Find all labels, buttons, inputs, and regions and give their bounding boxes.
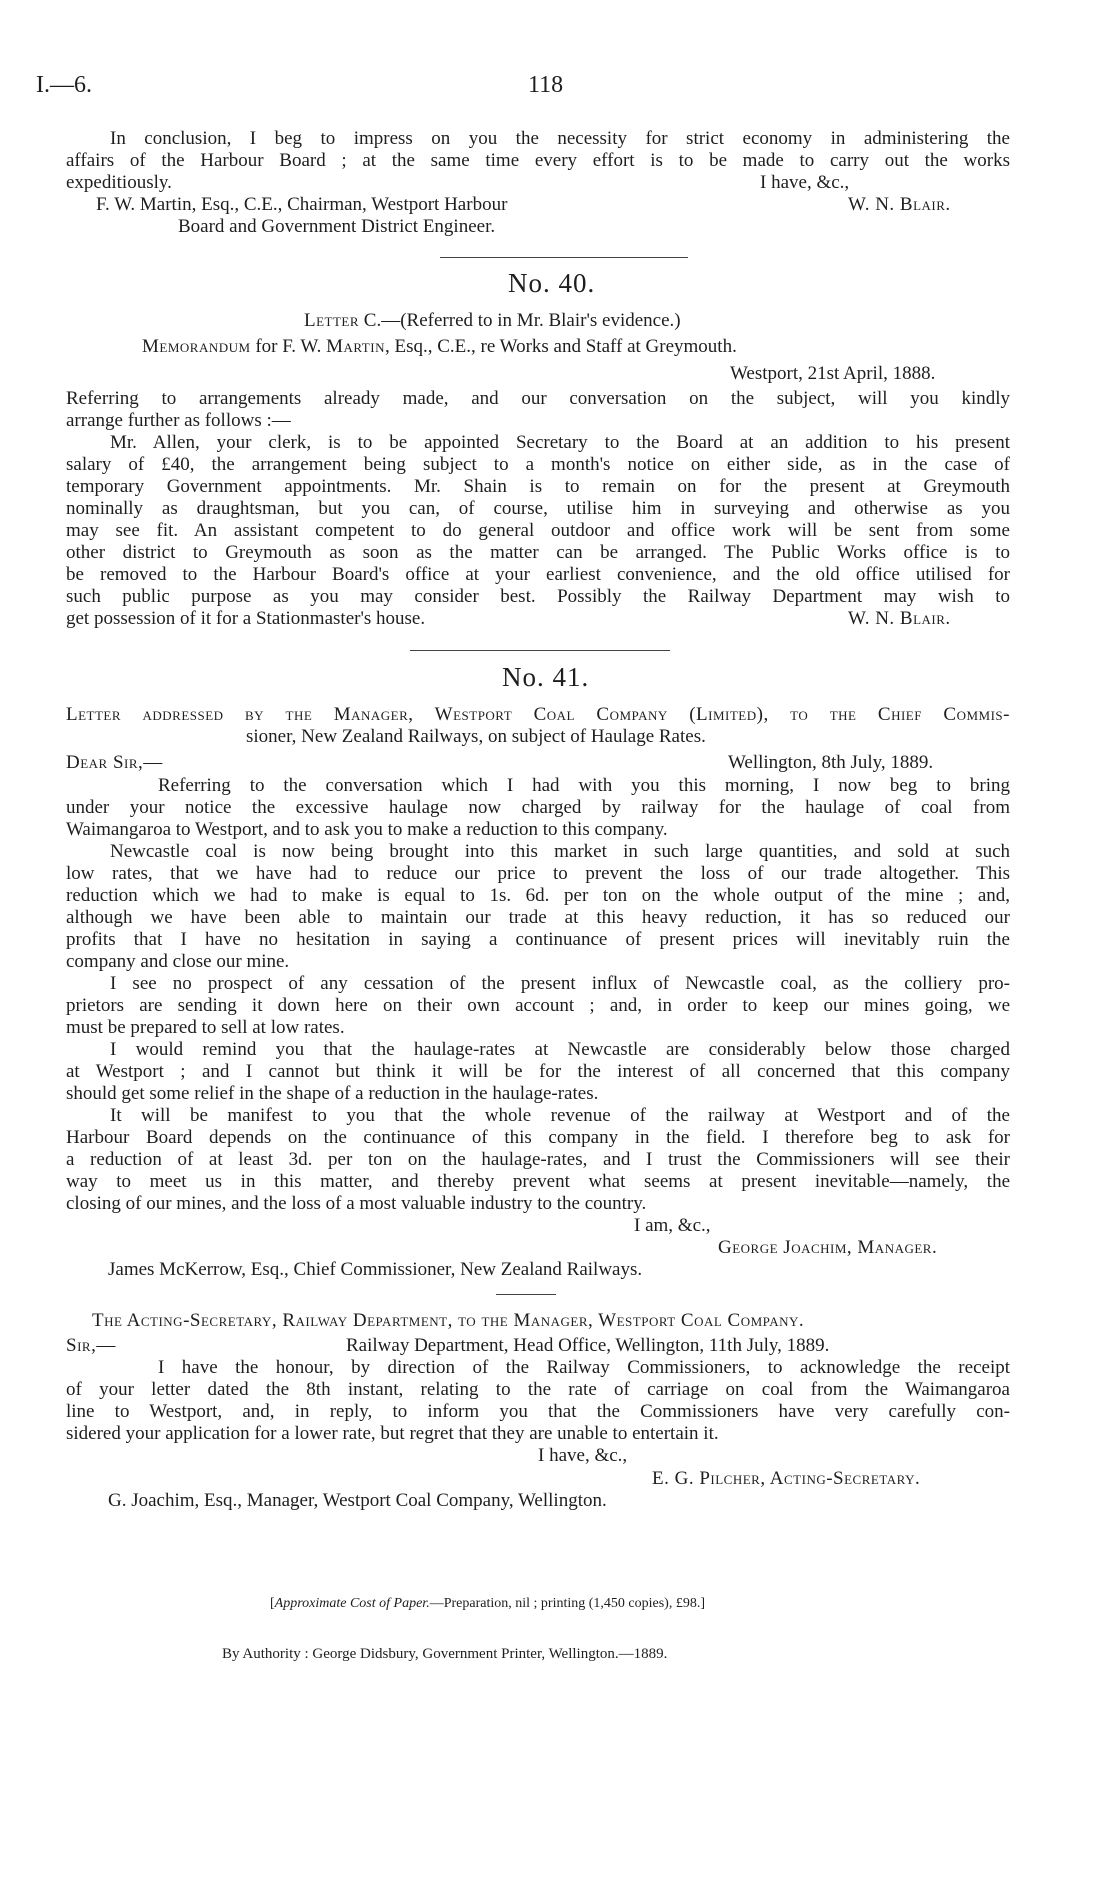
paragraph-line: temporary Government appointments. Mr. Shain is to remain on for the present at Greymouth bbox=[66, 476, 1010, 497]
cost-label: Approximate Cost of Paper. bbox=[274, 1596, 430, 1611]
subtitle-text: C.—(Referred to in Mr. Blair's evidence.) bbox=[359, 310, 681, 331]
paragraph-line: profits that I have no hesitation in saying a continuance of present prices will inevitably ruin the bbox=[66, 929, 1010, 950]
paragraph-line: line to Westport, and, in reply, to inform you that the Commissioners have very carefully con- bbox=[66, 1401, 1010, 1422]
paragraph-line: may see fit. An assistant competent to do general outdoor and office work will be sent from some bbox=[66, 520, 1010, 541]
closing: I am, &c., bbox=[634, 1215, 711, 1236]
addressee-line: Board and Government District Engineer. bbox=[178, 216, 496, 237]
signature: W. N. Blair. bbox=[848, 194, 951, 215]
letter-title-line: sioner, New Zealand Railways, on subject of Haulage Rates. bbox=[246, 726, 706, 747]
paragraph-line: Harbour Board depends on the continuance of this company in the field. I therefore beg to ask for bbox=[66, 1127, 1010, 1148]
signature: W. N. Blair. bbox=[848, 608, 951, 629]
paragraph-line: company and close our mine. bbox=[66, 951, 290, 972]
letter-date: Railway Department, Head Office, Wellington, 11th July, 1889. bbox=[346, 1335, 830, 1356]
closing: I have, &c., bbox=[538, 1445, 628, 1466]
paragraph-line: I see no prospect of any cessation of the present influx of Newcastle coal, as the colliery pro- bbox=[110, 973, 1010, 994]
memo-lead: Memorandum bbox=[142, 336, 251, 357]
salutation: Sir,— bbox=[66, 1335, 116, 1356]
section-divider bbox=[410, 650, 670, 651]
paragraph-line: low rates, that we have had to reduce our price to prevent the loss of our trade altogether. This bbox=[66, 863, 1010, 884]
paragraph-line: affairs of the Harbour Board ; at the same time every effort is to be made to carry out the works bbox=[66, 150, 1010, 171]
paragraph-line: sidered your application for a lower rate, but regret that they are unable to entertain it. bbox=[66, 1423, 719, 1444]
paragraph-line: expeditiously. bbox=[66, 172, 172, 193]
paragraph-line: Referring to the conversation which I had with you this morning, I now beg to bring bbox=[158, 775, 1010, 796]
paragraph-line: Waimangaroa to Westport, and to ask you to make a reduction to this company. bbox=[66, 819, 668, 840]
paragraph-line: should get some relief in the shape of a reduction in the haulage-rates. bbox=[66, 1083, 599, 1104]
section-heading: No. 41. bbox=[502, 662, 590, 692]
paragraph-line: I would remind you that the haulage-rates at Newcastle are considerably below those charged bbox=[110, 1039, 1010, 1060]
paragraph-line: Mr. Allen, your clerk, is to be appointed Secretary to the Board at an addition to his present bbox=[110, 432, 1010, 453]
paragraph-line: under your notice the excessive haulage now charged by railway for the haulage of coal from bbox=[66, 797, 1010, 818]
paragraph-line: other district to Greymouth as soon as the matter can be arranged. The Public Works office is to bbox=[66, 542, 1010, 563]
paragraph-line: must be prepared to sell at low rates. bbox=[66, 1017, 345, 1038]
paragraph-line: In conclusion, I beg to impress on you the necessity for strict economy in administering the bbox=[110, 128, 1010, 149]
paragraph-line: prietors are sending it down here on their own account ; and, in order to keep our mines going, we bbox=[66, 995, 1010, 1016]
paragraph-line: at Westport ; and I cannot but think it will be for the interest of all concerned that this company bbox=[66, 1061, 1010, 1082]
paragraph-line: although we have been able to maintain our trade at this heavy reduction, it has so reduced our bbox=[66, 907, 1010, 928]
addressee: James McKerrow, Esq., Chief Commissioner, New Zealand Railways. bbox=[108, 1259, 643, 1280]
reply-title: The Acting-Secretary, Railway Department, to the Manager, Westport Coal Company. bbox=[92, 1310, 805, 1331]
letter-title-line: Letter addressed by the Manager, Westport Coal Company (Limited), to the Chief Commis- bbox=[66, 704, 1010, 725]
signature: E. G. Pilcher, Acting-Secretary. bbox=[652, 1468, 921, 1489]
paragraph-line: way to meet us in this matter, and thereby prevent what seems at present inevitable—namely, the bbox=[66, 1171, 1010, 1192]
memo-mid: for F. W. bbox=[250, 336, 327, 357]
cost-note: [Approximate Cost of Paper.—Preparation, nil ; printing (1,450 copies), £98.] bbox=[270, 1596, 705, 1611]
paragraph-line: closing of our mines, and the loss of a most valuable industry to the country. bbox=[66, 1193, 647, 1214]
addressee: G. Joachim, Esq., Manager, Westport Coal Company, Wellington. bbox=[108, 1490, 607, 1511]
subtitle-lead: Letter bbox=[304, 310, 360, 331]
letter-subtitle bbox=[304, 310, 681, 332]
section-heading: No. 40. bbox=[508, 268, 596, 298]
paragraph-line: It will be manifest to you that the whole revenue of the railway at Westport and of the bbox=[110, 1105, 1010, 1126]
closing: I have, &c., bbox=[760, 172, 850, 193]
paragraph-line: Newcastle coal is now being brought into this market in such large quantities, and sold at such bbox=[110, 841, 1010, 862]
page-number: 118 bbox=[528, 72, 564, 98]
report-reference: I.—6. bbox=[36, 72, 92, 98]
paragraph-line: a reduction of at least 3d. per ton on the haulage-rates, and I trust the Commissioners will see their bbox=[66, 1149, 1010, 1170]
short-divider bbox=[496, 1294, 556, 1295]
paragraph-line: reduction which we had to make is equal to 1s. 6d. per ton on the whole output of the mine ; and, bbox=[66, 885, 1010, 906]
letter-date: Wellington, 8th July, 1889. bbox=[728, 752, 934, 773]
paragraph-line: such public purpose as you may consider best. Possibly the Railway Department may wish to bbox=[66, 586, 1010, 607]
memo-name: Martin bbox=[326, 336, 385, 357]
paragraph-line: be removed to the Harbour Board's office at your earliest convenience, and the old office utilised for bbox=[66, 564, 1010, 585]
paragraph-line: salary of £40, the arrangement being subject to a month's notice on either side, as in the case of bbox=[66, 454, 1010, 475]
letter-date: Westport, 21st April, 1888. bbox=[730, 363, 936, 384]
paragraph-line: nominally as draughtsman, but you can, of course, utilise him in surveying and otherwise as you bbox=[66, 498, 1010, 519]
addressee-line: F. W. Martin, Esq., C.E., Chairman, Westport Harbour bbox=[96, 194, 508, 215]
paragraph-line: of your letter dated the 8th instant, relating to the rate of carriage on coal from the Waimangaroa bbox=[66, 1379, 1010, 1400]
signature: George Joachim, Manager. bbox=[718, 1237, 938, 1258]
paragraph-line: get possession of it for a Stationmaster's house. bbox=[66, 608, 426, 629]
memo-rest: , Esq., C.E., re Works and Staff at Greymouth. bbox=[384, 336, 737, 357]
paragraph-line: I have the honour, by direction of the Railway Commissioners, to acknowledge the receipt bbox=[158, 1357, 1010, 1378]
section-divider bbox=[440, 257, 688, 258]
cost-detail: —Preparation, nil ; printing (1,450 copies), £98. bbox=[429, 1596, 701, 1611]
memorandum-title bbox=[142, 336, 737, 358]
paragraph-line: Referring to arrangements already made, and our conversation on the subject, will you kindly bbox=[66, 388, 1010, 409]
printer-imprint: By Authority : George Didsbury, Government Printer, Wellington.—1889. bbox=[222, 1646, 668, 1662]
salutation: Dear Sir,— bbox=[66, 752, 163, 773]
paragraph-line: arrange further as follows :— bbox=[66, 410, 291, 431]
